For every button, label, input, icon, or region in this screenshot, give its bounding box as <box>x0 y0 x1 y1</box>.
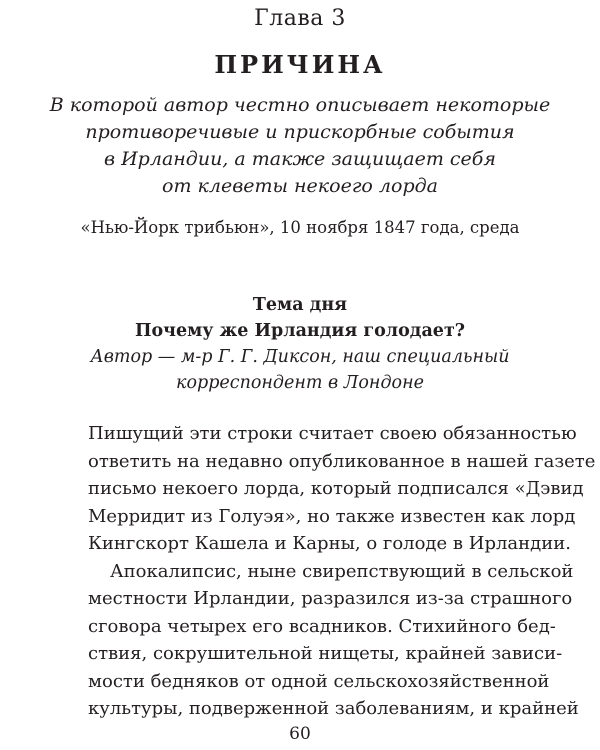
chapter-subtitle-line: в Ирландии, а также защищает себя <box>104 148 496 170</box>
page-number: 60 <box>289 724 311 744</box>
body-line: письмо некоего лорда, который подписался «Дэвид <box>88 478 584 499</box>
body-line: мости бедняков от одной сельскохозяйственной <box>88 670 550 692</box>
body-line: культуры, подверженной заболеваниям, и крайней <box>88 698 579 719</box>
body-line: ответить на недавно опубликованное в нашей газете <box>88 450 596 472</box>
newspaper-dateline: «Нью-Йорк трибьюн», 10 ноября 1847 года, среда <box>80 218 520 237</box>
article-header <box>0 292 600 396</box>
article-byline-line: корреспондент в Лондоне <box>176 373 424 393</box>
chapter-subtitle <box>0 92 600 200</box>
body-line: ствия, сокрушительной нищеты, крайней зависи- <box>88 643 563 664</box>
article-headline: Почему же Ирландия голодает? <box>134 321 466 341</box>
body-line: местности Ирландии, разразился из-за страшного <box>88 588 573 609</box>
body-line: Кингскорт Кашела и Карны, о голоде в Ирландии. <box>88 533 571 554</box>
chapter-subtitle-line: В которой автор честно описывает некоторые <box>49 94 551 116</box>
article-rubric: Тема дня <box>252 295 348 315</box>
chapter-number: Глава 3 <box>254 6 346 31</box>
chapter-subtitle-line: противоречивые и прискорбные события <box>85 121 515 143</box>
body-line: Мерридит из Голуэя», но также известен как лорд <box>88 505 576 527</box>
body-text <box>88 420 596 723</box>
body-line: Апокалипсис, ныне свирепствующий в сельской <box>110 560 574 582</box>
body-line: Пишущий эти строки считает своею обязанностью <box>88 423 577 444</box>
body-line: сговора четырех его всадников. Стихийного бед- <box>88 615 556 637</box>
chapter-title: ПРИЧИНА <box>214 50 386 79</box>
chapter-subtitle-line: от клеветы некоего лорда <box>162 175 438 197</box>
article-byline-line: Автор — м-р Г. Г. Диксон, наш специальный <box>90 347 510 367</box>
